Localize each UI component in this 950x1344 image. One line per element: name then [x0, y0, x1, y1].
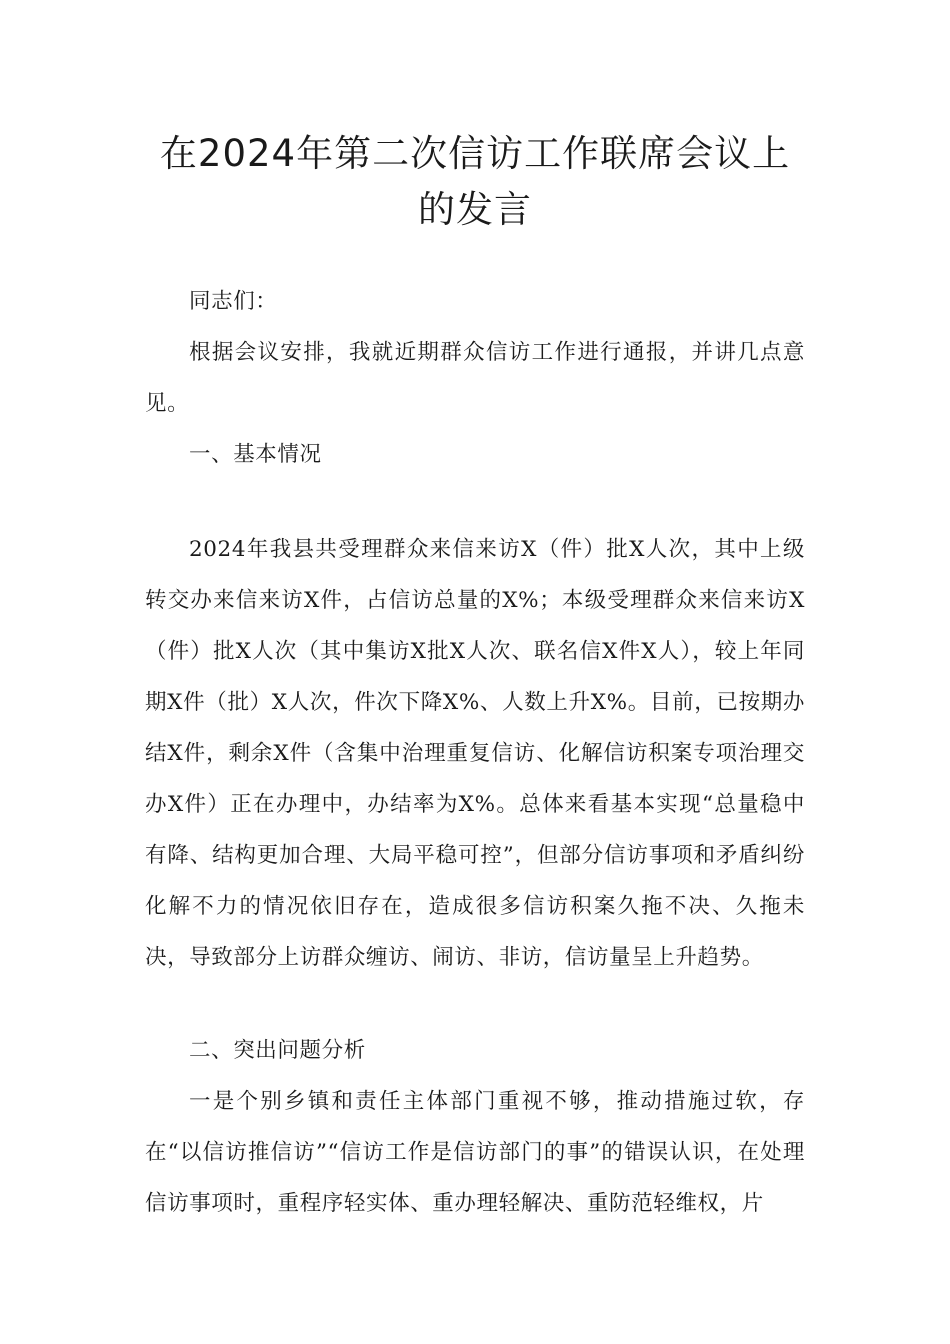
section-2-heading: 二、突出问题分析: [189, 1038, 366, 1063]
salutation: 同志们：: [189, 289, 278, 314]
title-line-1: 在2024年第二次信访工作联席会议上: [159, 132, 791, 175]
section-1-body: 2024年我县共受理群众来信来访X（件）批X人次，其中上级转交办来信来访X件，占信访总量的X%；本级受理群众来信来访X（件）批X人次（其中集访X批X人次、联名信X件X人），较上年同期X件（批）X人次，件次下降X%、人数上升X%。目前，已按期办结X件，剩余X件（含集中治理重复信访、化解信访积案专项治理交办X件）正在办理中，办结率为X%。总体来看基本实现“总量稳中有降、结构更加合理、大局平稳可控”，但部分信访事项和矛盾纠纷化解不力的情况依旧存在，造成很多信访积案久拖不决、久拖未决，导致部分上访群众缠访、闹访、非访，信访量呈上升趋势。: [145, 537, 805, 970]
title-line-2: 的发言: [418, 188, 532, 231]
intro-paragraph: 根据会议安排，我就近期群众信访工作进行通报，并讲几点意见。: [145, 340, 805, 416]
document-title: [100, 126, 850, 238]
section-1-heading: 一、基本情况: [189, 442, 322, 467]
section-2-paragraph-1: 一是个别乡镇和责任主体部门重视不够，推动措施过软，存在“以信访推信访”“信访工作是信访部门的事”的错误认识，在处理信访事项时，重程序轻实体、重办理轻解决、重防范轻维权，片: [145, 1089, 805, 1216]
